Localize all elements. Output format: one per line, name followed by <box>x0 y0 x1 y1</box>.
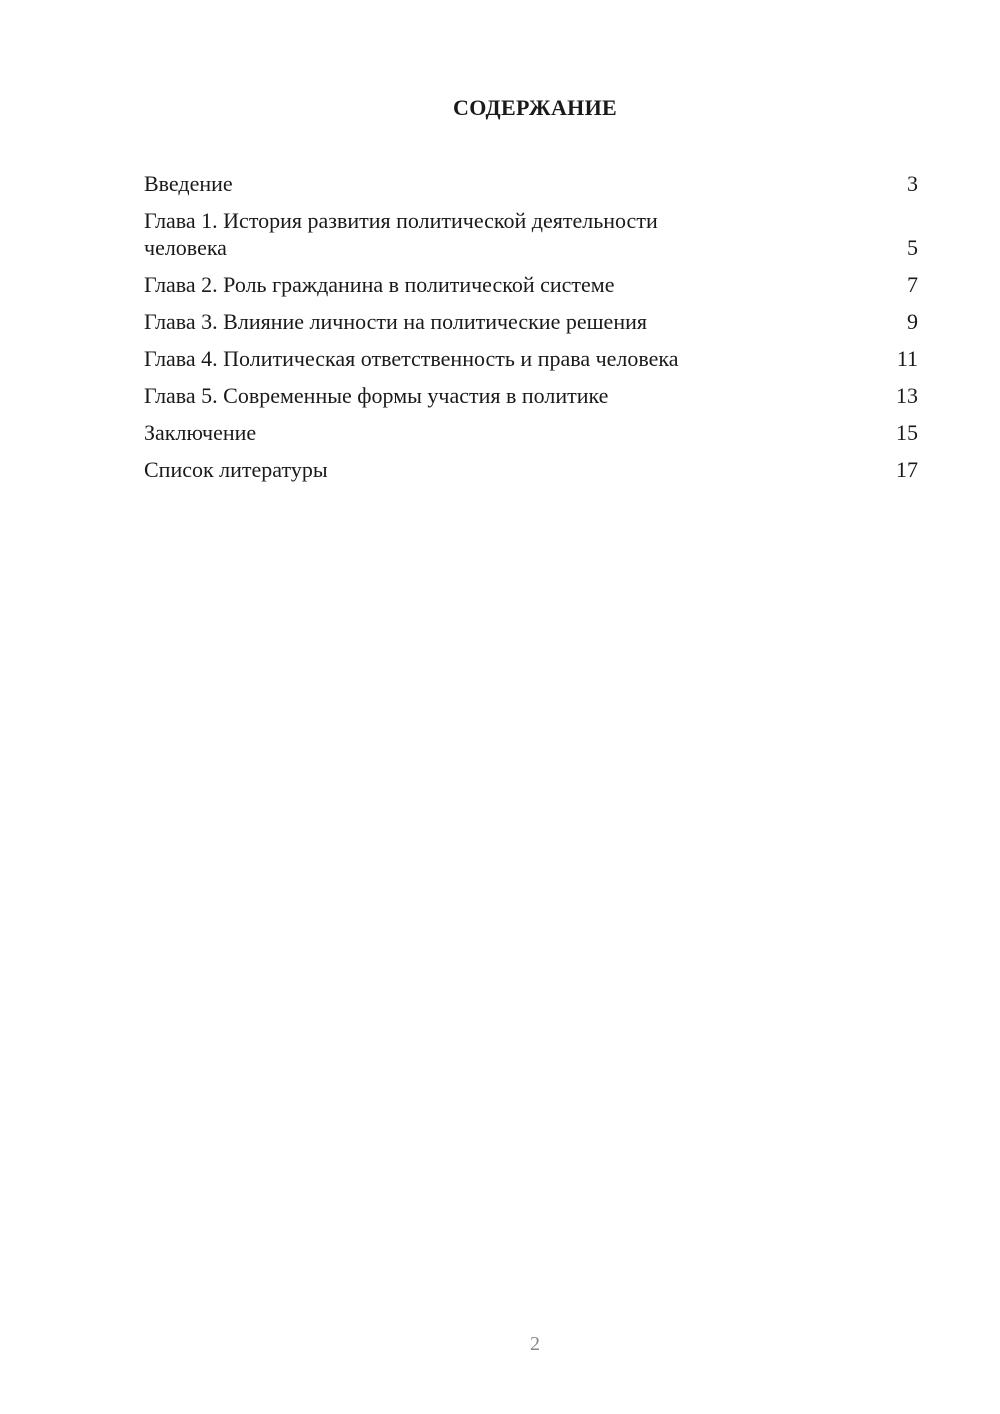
toc-entry-conclusion <box>144 419 918 446</box>
toc-entry-page: 5 <box>907 235 918 260</box>
toc-entry-label: Заключение <box>144 420 257 445</box>
table-of-contents <box>144 170 918 493</box>
toc-entry-page: 11 <box>896 346 918 371</box>
toc-entry-label: Глава 5. Современные формы участия в политике <box>144 383 609 408</box>
toc-entry-page: 13 <box>896 383 918 408</box>
toc-entry-label: Введение <box>144 171 233 196</box>
toc-entry-page: 7 <box>907 272 918 297</box>
toc-entry-chapter-1 <box>144 207 918 261</box>
toc-entry-page: 9 <box>907 309 918 334</box>
toc-entry-page: 3 <box>907 171 918 196</box>
toc-entry-page: 15 <box>896 420 918 445</box>
toc-entry-label: Глава 1. История развития политической деятельности человека <box>144 208 658 260</box>
toc-title: СОДЕРЖАНИЕ <box>453 95 617 120</box>
toc-entry-label: Глава 3. Влияние личности на политические решения <box>144 309 647 334</box>
toc-entry-introduction <box>144 170 918 197</box>
toc-entry-chapter-5 <box>144 382 918 409</box>
toc-entry-label: Список литературы <box>144 457 328 482</box>
toc-entry-chapter-3 <box>144 308 918 335</box>
toc-entry-chapter-4 <box>144 345 918 372</box>
toc-entry-chapter-2 <box>144 271 918 298</box>
toc-entry-label: Глава 4. Политическая ответственность и права человека <box>144 346 679 371</box>
toc-entry-page: 17 <box>896 457 918 482</box>
toc-entry-label: Глава 2. Роль гражданина в политической системе <box>144 272 615 297</box>
toc-entry-bibliography <box>144 456 918 483</box>
page-number: 2 <box>530 1333 540 1355</box>
